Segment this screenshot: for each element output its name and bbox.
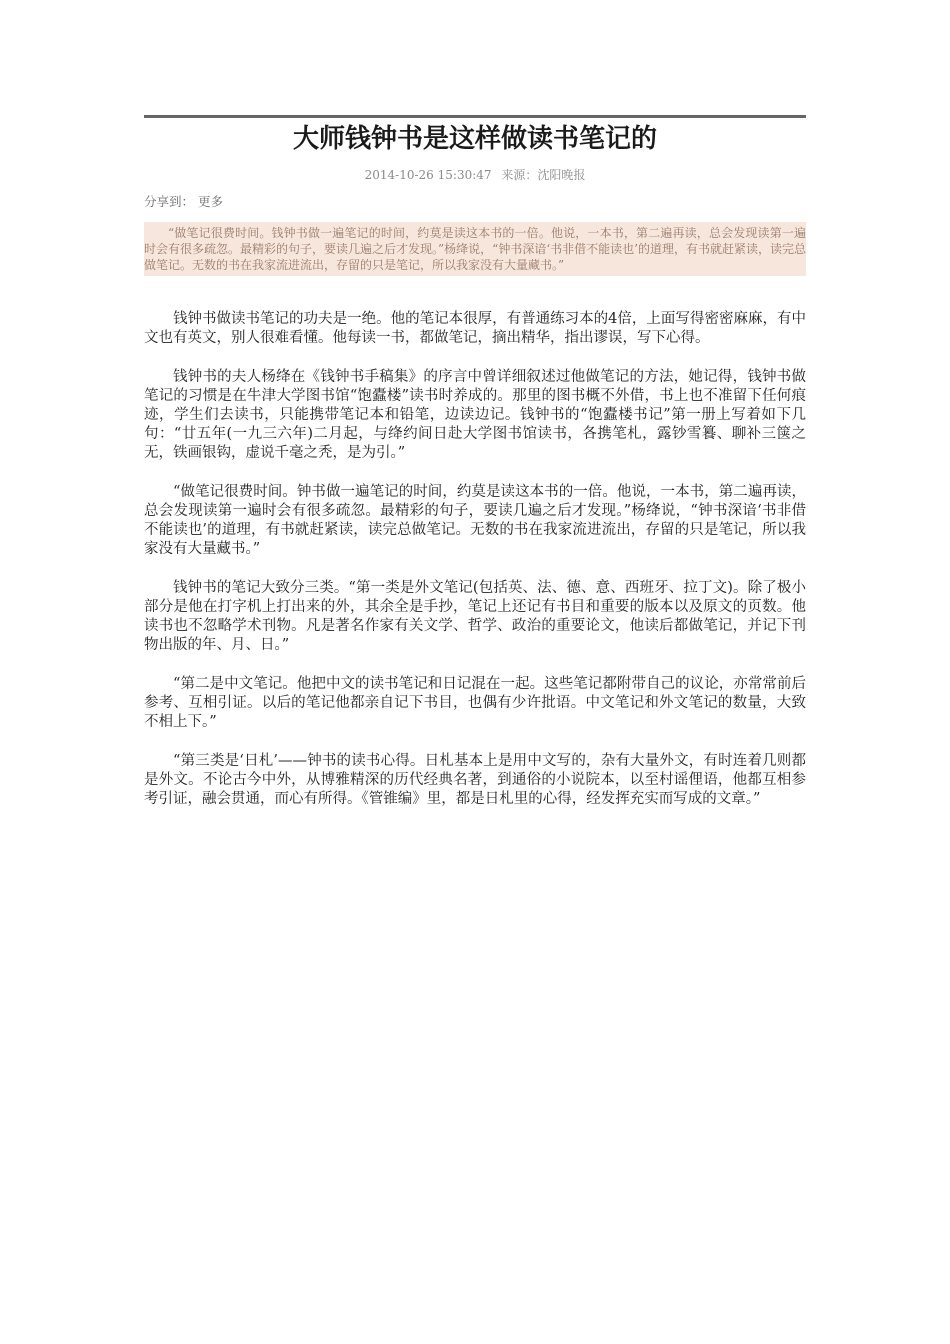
article-paragraph: 钱钟书做读书笔记的功夫是一绝。他的笔记本很厚，有普通练习本的4倍，上面写得密密麻麻，有中文也有英文，别人很难看懂。他每读一书，都做笔记，摘出精华，指出谬误，写下心得。 (144, 311, 806, 346)
top-divider (144, 115, 806, 118)
share-more-link[interactable]: 更多 (198, 194, 224, 209)
publish-date: 2014-10-26 15:30:47 (364, 168, 492, 182)
article-source: 来源：沈阳晚报 (501, 168, 586, 182)
article-paragraph: “第二是中文笔记。他把中文的读书笔记和日记混在一起。这些笔记都附带自己的议论，亦常常前后参考、互相引证。以后的笔记他都亲自记下书目，也偶有少许批语。中文笔记和外文笔记的数量，大致不相上下。” (144, 676, 806, 730)
article-paragraph: 钱钟书的笔记大致分三类。“第一类是外文笔记(包括英、法、德、意、西班牙、拉丁文)。除了极小部分是他在打字机上打出来的外，其余全是手抄，笔记上还记有书目和重要的版本以及原文的页数。他读书也不忽略学术刊物。凡是著名作家有关文学、哲学、政治的重要论文，他读后都做笔记，并记下刊物出版的年、月、日。” (144, 580, 806, 653)
share-bar (144, 194, 223, 210)
article-summary: “做笔记很费时间。钱钟书做一遍笔记的时间，约莫是读这本书的一倍。他说，一本书，第二遍再读，总会发现读第一遍时会有很多疏忽。最精彩的句子，要读几遍之后才发现。”杨绛说，“钟书深谙‘书非借不能读也’的道理，有书就赶紧读，读完总做笔记。无数的书在我家流进流出，存留的只是笔记，所以我家没有大量藏书。” (144, 222, 806, 276)
article-paragraph: “做笔记很费时间。钟书做一遍笔记的时间，约莫是读这本书的一倍。他说，一本书，第二遍再读，总会发现读第一遍时会有很多疏忽。最精彩的句子，要读几遍之后才发现。”杨绛说，“钟书深谙‘书非借不能读也’的道理，有书就赶紧读，读完总做笔记。无数的书在我家流进流出，存留的只是笔记，所以我家没有大量藏书。” (144, 484, 806, 557)
share-label: 分享到： (144, 194, 195, 209)
article-paragraph: 钱钟书的夫人杨绛在《钱钟书手稿集》的序言中曾详细叙述过他做笔记的方法，她记得，钱钟书做笔记的习惯是在牛津大学图书馆“饱蠹楼”读书时养成的。那里的图书概不外借，书上也不准留下任何痕迹，学生们去读书，只能携带笔记本和铅笔，边读边记。钱钟书的“饱蠹楼书记”第一册上写着如下几句：“廿五年(一九三六年)二月起，与绛约间日赴大学图书馆读书，各携笔札，露钞雪籑、聊补三箧之无，铁画银钩，虚说千毫之秃，是为引。” (144, 369, 806, 461)
article-paragraph: “第三类是‘日札’——钟书的读书心得。日札基本上是用中文写的，杂有大量外文，有时连着几则都是外文。不论古今中外，从博雅精深的历代经典名著，到通俗的小说院本，以至村谣俚语，他都互相参考引证，融会贯通，而心有所得。《管锥编》里，都是日札里的心得，经发挥充实而写成的文章。” (144, 753, 806, 807)
article-body (144, 310, 806, 829)
article-title: 大师钱钟书是这样做读书笔记的 (292, 124, 657, 154)
article-meta (144, 167, 806, 183)
